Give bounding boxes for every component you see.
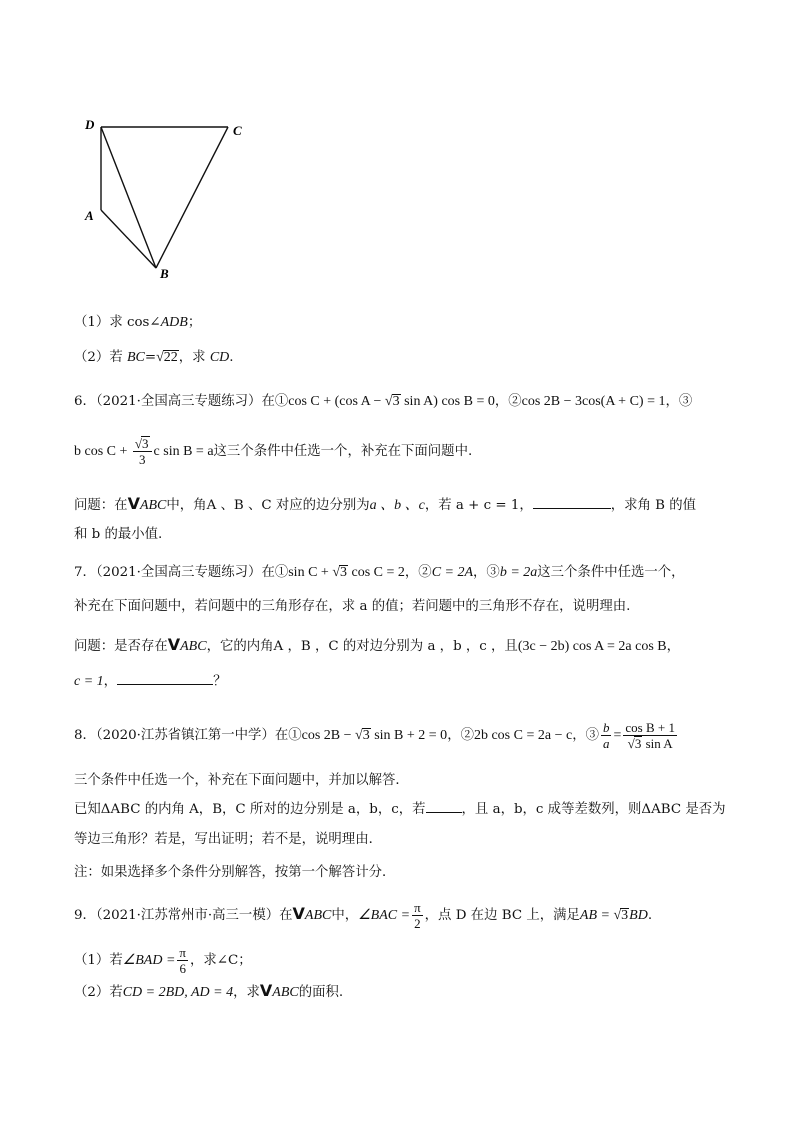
q6-problem-line2: 和 b 的最小值.: [74, 527, 163, 542]
q5-part1: （1）求 cos∠ADB；: [74, 315, 202, 330]
figure-segment-cb: [156, 127, 228, 268]
figure-segment-db: [101, 127, 156, 268]
q7-line4: c = 1， ？: [74, 674, 227, 689]
figure-segment-ab: [101, 210, 156, 268]
triangle-figure: [80, 110, 280, 290]
q7-stem: 7．（2021·全国高三专题练习）在①sin C + √3 cos C = 2，②C = 2A，③b = 2a这三个条件中任选一个，: [74, 565, 685, 580]
q7-line2: 补充在下面问题中，若问题中的三角形存在，求 a 的值；若问题中的三角形不存在，说明理由.: [74, 599, 631, 614]
q8-line3: 已知ΔABC 的内角 A，B，C 所对的边分别是 a，b，c，若 ，且 a，b，c 成等差数列，则ΔABC 是否为: [74, 802, 726, 817]
q6-problem: 问题：在VABC中，角A 、B 、C 对应的边分别为a 、b 、c，若 a + c = 1， ，求角 B 的值: [74, 494, 697, 513]
q8-note: 注：如果选择多个条件分别解答，按第一个解答计分．: [74, 865, 396, 880]
q8-line4: 等边三角形？若是，写出证明；若不是，说明理由．: [74, 832, 382, 847]
figure-label-c: C: [233, 123, 242, 138]
q9-part1: （1）若∠BAD = $\frac{\pi}{6}$ ，求∠C；: [74, 945, 252, 976]
figure-label-b: B: [160, 266, 169, 281]
answer-blank: [533, 496, 611, 509]
q7-problem: 问题：是否存在VABC，它的内角A ，B ，C 的对边分别为 a ，b ，c ，且(3c − 2b) cos A = 2a cos B，: [74, 635, 680, 654]
q9-stem: 9．（2021·江苏常州市·高三一模）在VABC中，∠BAC = $\frac{\pi}{2}$ ，点 D 在边 BC 上，满足AB = √3BD.: [74, 900, 653, 931]
q9-part2: （2）若CD = 2BD, AD = 4，求VABC的面积.: [74, 981, 344, 1000]
q5-part2: （2）若 BC=√22，求 CD.: [74, 350, 234, 365]
q6-cond3: b cos C + $\frac{√3}{3}$ c sin B = a这三个条件中任选一个，补充在下面问题中.: [74, 436, 473, 467]
q6-stem: 6．（2021·全国高三专题练习）在①cos C + (cos A − √3 sin A) cos B = 0，②cos 2B − 3cos(A + C) = 1，③: [74, 394, 693, 409]
q8-stem: 8．（2020·江苏省镇江第一中学）在①cos 2B − √3 sin B + 2 = 0，②2b cos C = 2a − c，③ $\frac{b}{a}$ = $\frac{\text{cos B + 1}}{\text{√3 sin A}}$: [74, 720, 675, 751]
q8-line2: 三个条件中任选一个，补充在下面问题中，并加以解答．: [74, 773, 409, 788]
figure-label-d: D: [85, 117, 95, 132]
answer-blank: [117, 672, 213, 685]
answer-blank: [426, 800, 462, 813]
figure-label-a: A: [85, 208, 94, 223]
